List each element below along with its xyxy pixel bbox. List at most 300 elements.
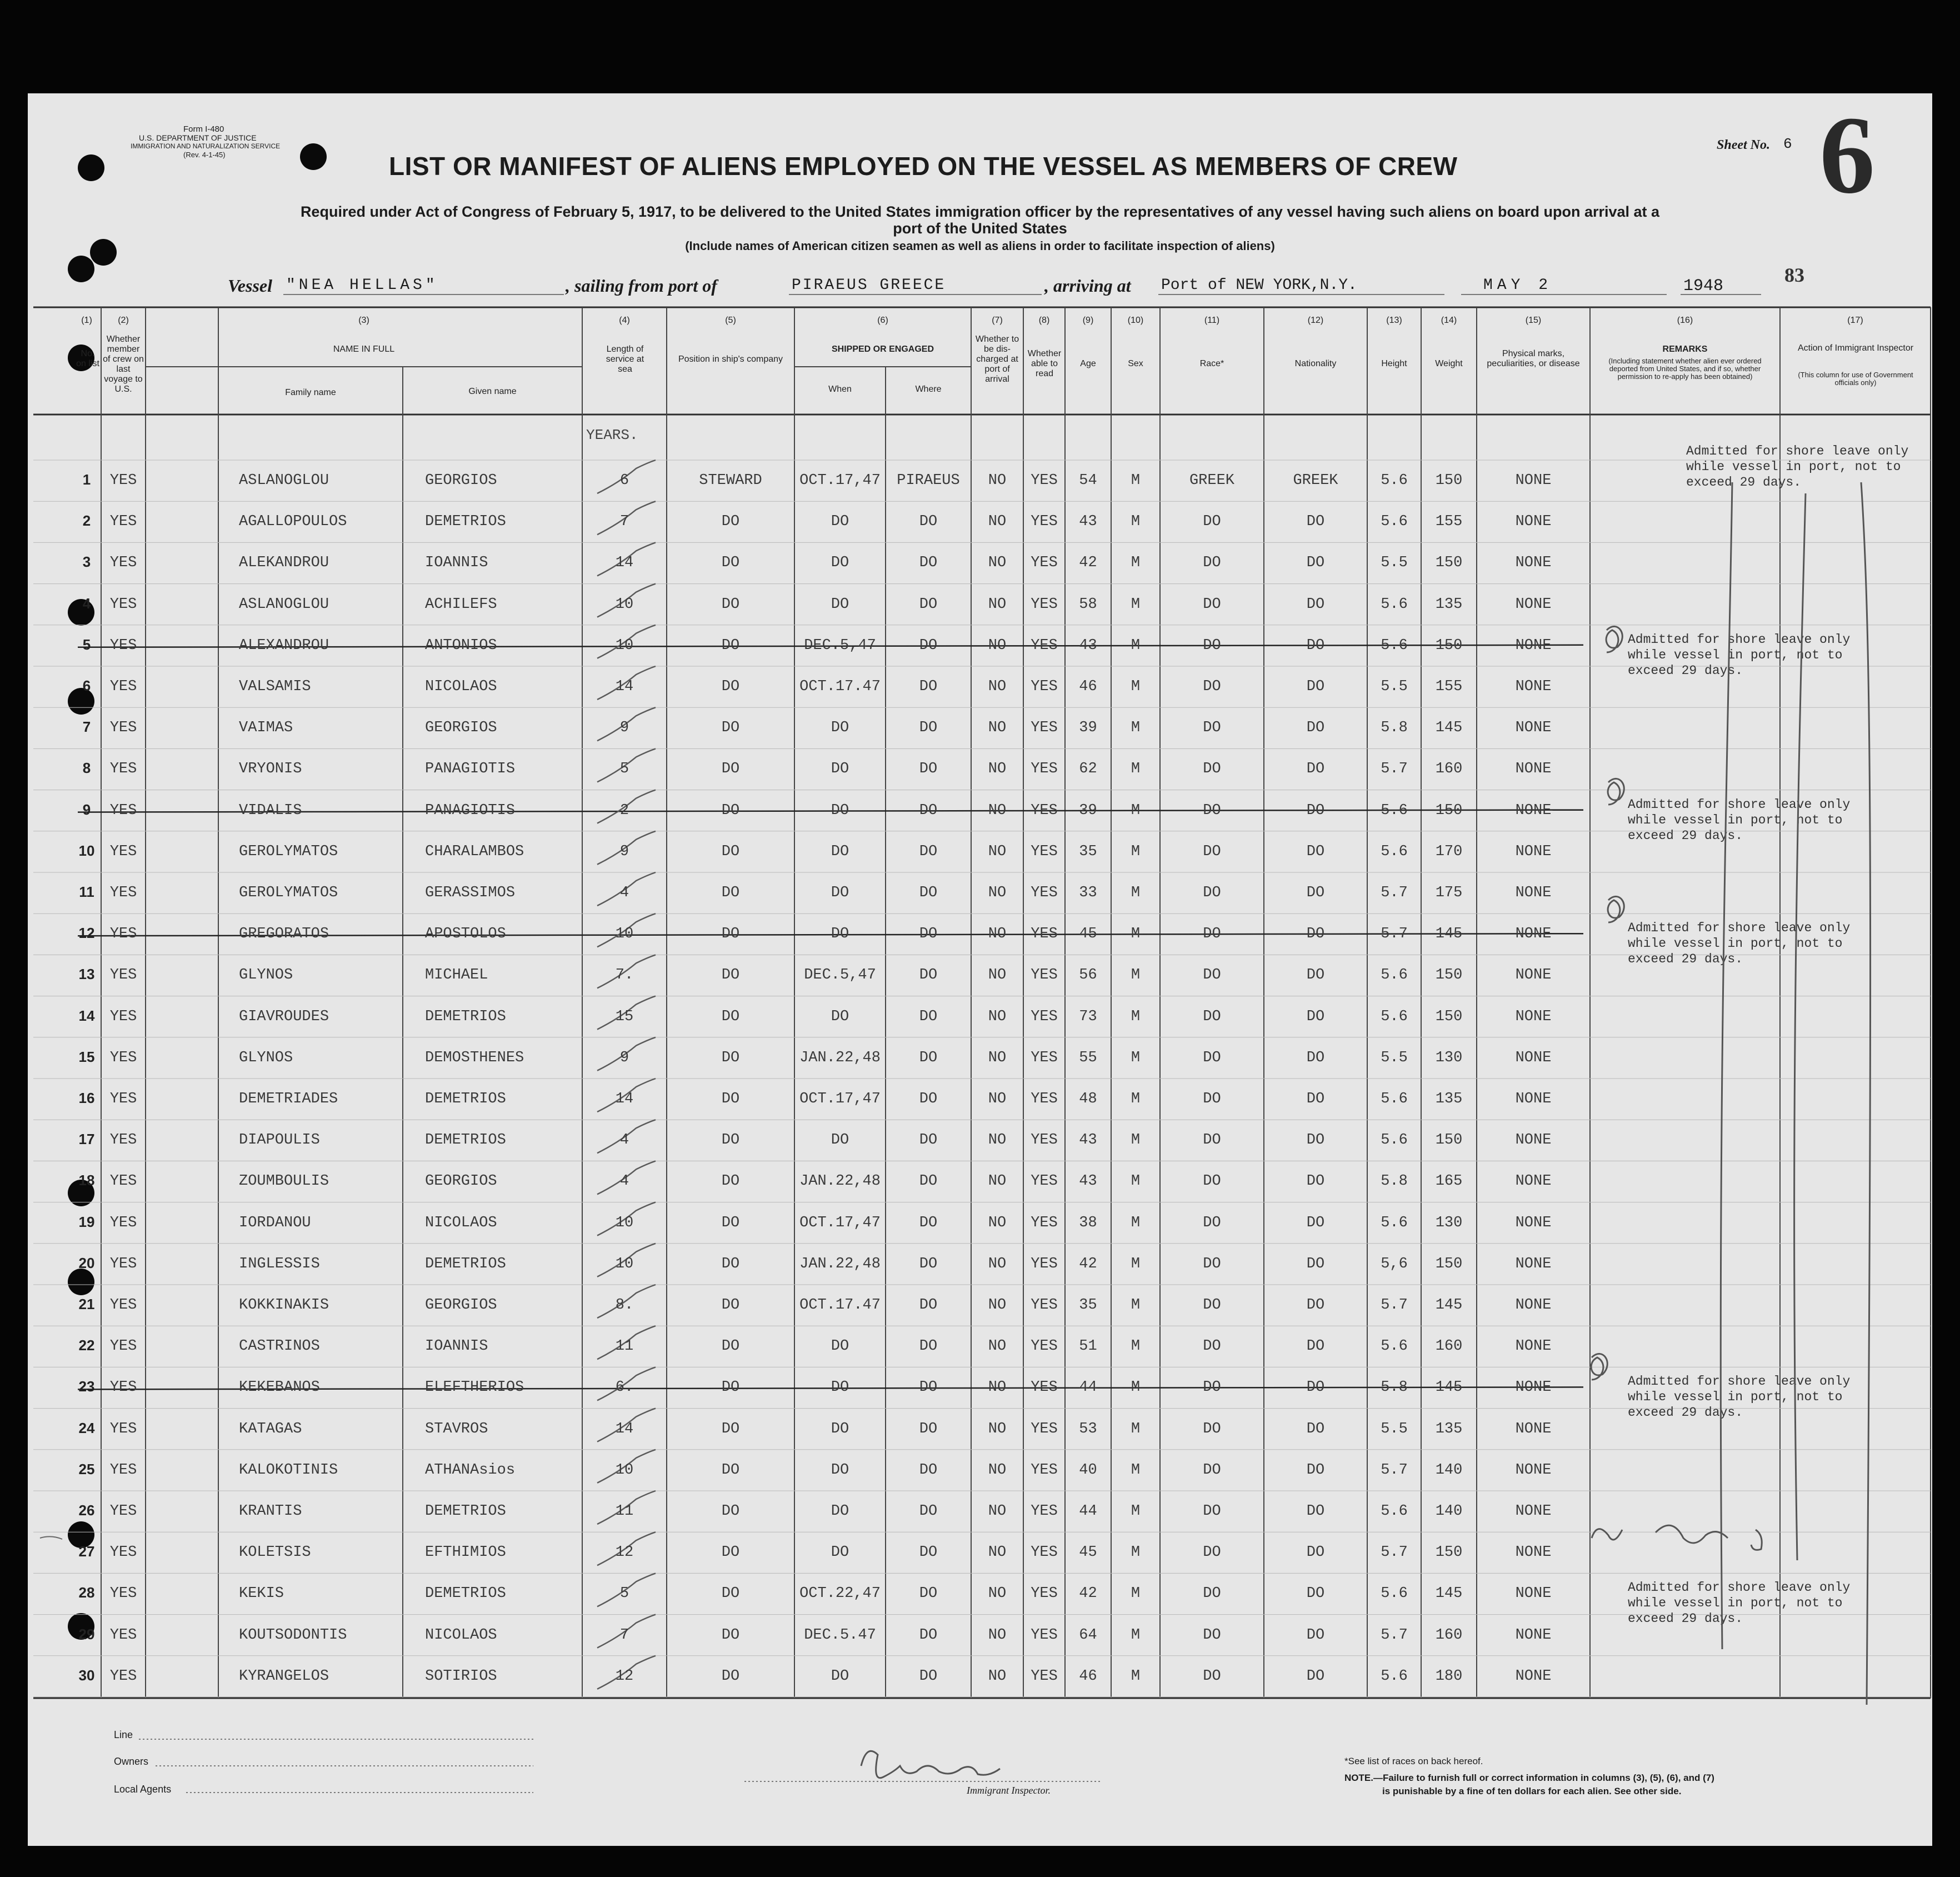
cell-service: 7 (619, 1626, 629, 1644)
cell-weight: 155 (1435, 678, 1463, 695)
row-number: 30 (78, 1666, 95, 1684)
cell-prev: YES (109, 1461, 137, 1479)
cell-family: VALSAMIS (239, 678, 311, 695)
cell-where: DO (919, 1214, 938, 1231)
cell-read: YES (1031, 1297, 1058, 1314)
cell-nationality: GREEK (1293, 472, 1338, 489)
cell-when: DO (831, 843, 849, 860)
remark-text: Admitted for shore leave only while vessel in port, not to exceed 29 days. (1628, 1580, 1851, 1626)
cell-given: DEMETRIOS (425, 1091, 506, 1107)
cell-where: DO (919, 1668, 938, 1685)
cell-discharged: NO (988, 802, 1007, 819)
cell-read: YES (1031, 967, 1058, 984)
cell-position: DO (721, 1379, 740, 1396)
cell-weight: 150 (1435, 1544, 1463, 1561)
footer-note-2: is punishable by a fine of ten dollars for each alien. See other side. (1382, 1786, 1682, 1796)
remark-text: Admitted for shore leave only while vessel in port, not to exceed 29 days. (1628, 632, 1851, 678)
cell-where: DO (919, 637, 938, 654)
cell-sex: M (1131, 802, 1141, 819)
cell-nationality: DO (1306, 1668, 1325, 1685)
row-number: 13 (78, 966, 95, 983)
cell-sex: M (1131, 1503, 1141, 1520)
cell-marks: NONE (1515, 1503, 1552, 1520)
cell-discharged: NO (988, 1420, 1007, 1437)
cell-position: STEWARD (699, 472, 762, 489)
cell-discharged: NO (988, 1585, 1007, 1603)
cell-service: 9 (619, 843, 629, 860)
cell-read: YES (1031, 1338, 1058, 1355)
cell-when: OCT.17,47 (799, 1214, 881, 1231)
cell-service: 4 (619, 1132, 629, 1149)
from-port: PIRAEUS GREECE (792, 277, 946, 294)
cell-given: GEORGIOS (425, 472, 497, 489)
cell-race: DO (1203, 761, 1221, 778)
cell-family: ASLANOGLOU (239, 596, 329, 613)
cell-when: DO (831, 720, 849, 737)
header-race: Race* (1199, 359, 1224, 368)
cell-position: DO (721, 1091, 740, 1107)
cell-height: 5.7 (1381, 1297, 1408, 1314)
cell-service: 15 (615, 1008, 634, 1025)
cell-race: DO (1203, 1214, 1221, 1231)
row-number: 14 (78, 1007, 95, 1024)
cell-nationality: DO (1306, 802, 1325, 819)
cell-sex: M (1131, 1091, 1141, 1107)
cell-position: DO (721, 637, 740, 654)
cell-race: DO (1203, 1008, 1221, 1025)
cell-when: DO (831, 1420, 849, 1437)
cell-family: CASTRINOS (239, 1338, 320, 1355)
cell-race: DO (1203, 1626, 1221, 1644)
cell-marks: NONE (1515, 885, 1552, 901)
cell-height: 5.6 (1381, 1091, 1408, 1107)
cell-weight: 135 (1435, 1420, 1463, 1437)
cell-race: DO (1203, 555, 1221, 572)
cell-discharged: NO (988, 513, 1007, 531)
arrival-date: MAY 2 (1483, 277, 1553, 294)
cell-marks: NONE (1515, 1420, 1552, 1437)
cell-position: DO (721, 1544, 740, 1561)
cell-height: 5.6 (1381, 596, 1408, 613)
header-age: Age (1080, 359, 1096, 368)
row-number: 7 (82, 718, 91, 736)
cell-discharged: NO (988, 1255, 1007, 1272)
cell-nationality: DO (1306, 843, 1325, 860)
cell-read: YES (1031, 1379, 1058, 1396)
remark-text: Admitted for shore leave only while vessel in port, not to exceed 29 days. (1628, 1374, 1851, 1420)
cell-race: DO (1203, 1668, 1221, 1685)
cell-race: DO (1203, 1503, 1221, 1520)
cell-marks: NONE (1515, 1626, 1552, 1644)
cell-position: DO (721, 1132, 740, 1149)
cell-sex: M (1131, 1132, 1141, 1149)
remark-text: Admitted for shore leave only while vessel in port, not to exceed 29 days. (1628, 921, 1851, 967)
cell-read: YES (1031, 513, 1058, 531)
col-number: (13) (1386, 316, 1402, 325)
cell-service: 4 (619, 885, 629, 901)
remark-text: Admitted for shore leave only while vessel in port, not to exceed 29 days. (1628, 797, 1851, 843)
cell-where: DO (919, 1544, 938, 1561)
header-nationality: Nationality (1294, 359, 1337, 368)
col-number: (15) (1525, 316, 1542, 325)
cell-discharged: NO (988, 967, 1007, 984)
cell-where: DO (919, 513, 938, 531)
cell-age: 43 (1079, 513, 1097, 531)
cell-height: 5.8 (1381, 1173, 1408, 1190)
cell-height: 5.8 (1381, 1379, 1408, 1396)
cell-height: 5.6 (1381, 1132, 1408, 1149)
cell-nationality: DO (1306, 678, 1325, 695)
cell-discharged: NO (988, 1049, 1007, 1066)
cell-given: GEORGIOS (425, 720, 497, 737)
header-prev-voyage: Whether member of crew on last voyage to U.S. (103, 335, 144, 394)
cell-race: DO (1203, 1585, 1221, 1603)
cell-given: DEMETRIOS (425, 1008, 506, 1025)
vessel-name: "NEA HELLAS" (286, 277, 438, 294)
cell-sex: M (1131, 1668, 1141, 1685)
cell-nationality: DO (1306, 1544, 1325, 1561)
cell-service: 12 (615, 1668, 634, 1685)
cell-weight: 170 (1435, 843, 1463, 860)
cell-service: 11 (615, 1503, 634, 1520)
cell-read: YES (1031, 1008, 1058, 1025)
cell-given: PANAGIOTIS (425, 802, 516, 819)
cell-sex: M (1131, 1626, 1141, 1644)
cell-race: DO (1203, 1255, 1221, 1272)
cell-height: 5.6 (1381, 1668, 1408, 1685)
header-length-of-service: Length of service at sea (606, 345, 644, 374)
cell-service: 10 (615, 596, 634, 613)
cell-nationality: DO (1306, 720, 1325, 737)
cell-when: JAN.22,48 (799, 1255, 881, 1272)
cell-nationality: DO (1306, 1503, 1325, 1520)
cell-marks: NONE (1515, 513, 1552, 531)
cell-family: ALEXANDROU (239, 637, 329, 654)
cell-read: YES (1031, 1420, 1058, 1437)
header-remarks-note: (Including statement whether alien ever ordered deported from United States, and if so, whether permission to re-apply has been obtained) (1608, 357, 1762, 381)
form-service: IMMIGRATION AND NATURALIZATION SERVICE (131, 142, 281, 150)
row-number: 21 (78, 1296, 95, 1312)
cell-weight: 140 (1435, 1461, 1463, 1479)
cell-position: DO (721, 1173, 740, 1190)
cell-sex: M (1131, 1585, 1141, 1603)
cell-given: DEMETRIOS (425, 513, 506, 531)
arrival-port: Port of NEW YORK,N.Y. (1161, 277, 1357, 294)
cell-height: 5.6 (1381, 1585, 1408, 1603)
cell-height: 5.5 (1381, 555, 1408, 572)
cell-given: CHARALAMBOS (425, 843, 524, 860)
cell-prev: YES (109, 885, 137, 901)
cell-height: 5.5 (1381, 678, 1408, 695)
cell-weight: 130 (1435, 1049, 1463, 1066)
cell-family: VIDALIS (239, 802, 302, 819)
row-number: 19 (78, 1213, 95, 1230)
cell-family: KOUTSODONTIS (239, 1626, 347, 1644)
row-number: 17 (78, 1131, 95, 1148)
col-number: (14) (1441, 316, 1457, 325)
cell-prev: YES (109, 1008, 137, 1025)
cell-age: 56 (1079, 967, 1097, 984)
cell-race: DO (1203, 1338, 1221, 1355)
cell-read: YES (1031, 1585, 1058, 1603)
cell-discharged: NO (988, 1379, 1007, 1396)
header-name-in-full: NAME IN FULL (333, 345, 395, 354)
cell-read: YES (1031, 926, 1058, 943)
cell-when: DO (831, 1338, 849, 1355)
cell-given: ACHILEFS (425, 596, 497, 613)
cell-marks: NONE (1515, 761, 1552, 778)
cell-age: 42 (1079, 1585, 1097, 1603)
cell-position: DO (721, 1503, 740, 1520)
col-number: (2) (118, 316, 129, 325)
cell-discharged: NO (988, 1338, 1007, 1355)
cell-service: 9 (619, 720, 629, 737)
cell-when: OCT.17.47 (799, 1297, 881, 1314)
cell-discharged: NO (988, 472, 1007, 489)
header-inspector-action: Action of Immigrant Inspector (1797, 343, 1914, 353)
cell-height: 5.6 (1381, 513, 1408, 531)
cell-height: 5.8 (1381, 720, 1408, 737)
cell-when: DO (831, 761, 849, 778)
cell-weight: 160 (1435, 1626, 1463, 1644)
cell-age: 44 (1079, 1503, 1097, 1520)
cell-service: 14 (615, 678, 634, 695)
cell-sex: M (1131, 596, 1141, 613)
cell-read: YES (1031, 472, 1058, 489)
cell-prev: YES (109, 1626, 137, 1644)
cell-service: 10 (615, 1255, 634, 1272)
cell-weight: 150 (1435, 1132, 1463, 1149)
cell-age: 44 (1079, 1379, 1097, 1396)
cell-service: 6 (619, 472, 629, 489)
cell-nationality: DO (1306, 1255, 1325, 1272)
col-number: (17) (1847, 316, 1863, 325)
cell-sex: M (1131, 637, 1141, 654)
row-number: 26 (78, 1502, 95, 1519)
cell-age: 58 (1079, 596, 1097, 613)
cell-race: DO (1203, 967, 1221, 984)
cell-position: DO (721, 1585, 740, 1603)
cell-sex: M (1131, 1461, 1141, 1479)
cell-read: YES (1031, 1544, 1058, 1561)
subtitle-text-2: port of the United States (893, 220, 1067, 237)
cell-service: 5 (619, 761, 629, 778)
cell-when: DEC.5.47 (804, 1626, 876, 1644)
cell-prev: YES (109, 1420, 137, 1437)
cell-weight: 150 (1435, 1255, 1463, 1272)
cell-position: DO (721, 1338, 740, 1355)
cell-service: 14 (615, 555, 634, 572)
cell-prev: YES (109, 1214, 137, 1231)
cell-height: 5.7 (1381, 1461, 1408, 1479)
cell-height: 5.7 (1381, 1626, 1408, 1644)
cell-race: DO (1203, 1132, 1221, 1149)
cell-prev: YES (109, 802, 137, 819)
cell-given: DEMETRIOS (425, 1585, 506, 1603)
cell-race: DO (1203, 1544, 1221, 1561)
cell-weight: 150 (1435, 472, 1463, 489)
cell-marks: NONE (1515, 1173, 1552, 1190)
cell-family: ASLANOGLOU (239, 472, 329, 489)
cell-given: DEMETRIOS (425, 1503, 506, 1520)
cell-weight: 150 (1435, 802, 1463, 819)
cell-where: DO (919, 1503, 938, 1520)
cell-age: 45 (1079, 1544, 1097, 1561)
cell-race: DO (1203, 678, 1221, 695)
cell-discharged: NO (988, 926, 1007, 943)
cell-race: DO (1203, 720, 1221, 737)
footer-note-1: NOTE.—Failure to furnish full or correct information in columns (3), (5), (6), and (7) (1344, 1773, 1714, 1783)
cell-service: 10 (615, 926, 634, 943)
cell-position: DO (721, 967, 740, 984)
cell-where: DO (919, 596, 938, 613)
cell-marks: NONE (1515, 596, 1552, 613)
cell-where: DO (919, 1461, 938, 1479)
cell-family: KRANTIS (239, 1503, 302, 1520)
page-title: LIST OR MANIFEST OF ALIENS EMPLOYED ON THE VESSEL AS MEMBERS OF CREW (389, 152, 1458, 181)
cell-read: YES (1031, 1461, 1058, 1479)
cell-race: DO (1203, 1049, 1221, 1066)
cell-weight: 150 (1435, 637, 1463, 654)
cell-nationality: DO (1306, 967, 1325, 984)
row-number: 12 (78, 925, 95, 942)
cell-age: 43 (1079, 1132, 1097, 1149)
cell-age: 62 (1079, 761, 1097, 778)
cell-where: PIRAEUS (897, 472, 960, 489)
header-family-name: Family name (285, 388, 336, 397)
cell-sex: M (1131, 1173, 1141, 1190)
cell-prev: YES (109, 1379, 137, 1396)
cell-where: DO (919, 885, 938, 901)
cell-weight: 130 (1435, 1214, 1463, 1231)
cell-prev: YES (109, 1173, 137, 1190)
cell-read: YES (1031, 720, 1058, 737)
cell-family: KOKKINAKIS (239, 1297, 329, 1314)
cell-when: DO (831, 513, 849, 531)
cell-family: GEROLYMATOS (239, 885, 338, 901)
cell-service: 6. (615, 1379, 634, 1396)
cell-given: IOANNIS (425, 555, 488, 572)
cell-family: KEKIS (239, 1585, 284, 1603)
cell-read: YES (1031, 843, 1058, 860)
cell-race: DO (1203, 596, 1221, 613)
cell-discharged: NO (988, 678, 1007, 695)
cell-nationality: DO (1306, 1585, 1325, 1603)
cell-nationality: DO (1306, 1214, 1325, 1231)
sheet-big-number: 6 (1819, 94, 1875, 217)
cell-discharged: NO (988, 1214, 1007, 1231)
col-number: (9) (1082, 316, 1094, 325)
footer-owners-label: Owners (114, 1756, 149, 1767)
cell-prev: YES (109, 926, 137, 943)
cell-nationality: DO (1306, 1173, 1325, 1190)
cell-sex: M (1131, 885, 1141, 901)
cell-family: KEKEBANOS (239, 1379, 320, 1396)
cell-position: DO (721, 596, 740, 613)
cell-sex: M (1131, 1379, 1141, 1396)
footer-dotted-lines (28, 93, 1932, 1846)
cell-discharged: NO (988, 1132, 1007, 1149)
cell-prev: YES (109, 720, 137, 737)
cell-age: 39 (1079, 720, 1097, 737)
cell-discharged: NO (988, 1461, 1007, 1479)
cell-where: DO (919, 1132, 938, 1149)
cell-given: NICOLAOS (425, 678, 497, 695)
cell-age: 43 (1079, 1173, 1097, 1190)
cell-when: JAN.22,48 (799, 1049, 881, 1066)
cell-position: DO (721, 555, 740, 572)
cell-race: DO (1203, 1091, 1221, 1107)
cell-race: DO (1203, 802, 1221, 819)
cell-nationality: DO (1306, 596, 1325, 613)
header-remarks: REMARKS (1662, 345, 1708, 354)
cell-marks: NONE (1515, 1585, 1552, 1603)
row-number: 28 (78, 1584, 95, 1601)
cell-read: YES (1031, 1049, 1058, 1066)
cell-prev: YES (109, 513, 137, 531)
cell-weight: 150 (1435, 967, 1463, 984)
cell-prev: YES (109, 637, 137, 654)
cell-given: STAVROS (425, 1420, 488, 1437)
cell-height: 5.6 (1381, 637, 1408, 654)
cell-where: DO (919, 926, 938, 943)
cell-service: 10 (615, 1461, 634, 1479)
cell-sex: M (1131, 967, 1141, 984)
header-height: Height (1381, 359, 1407, 368)
cell-marks: NONE (1515, 802, 1552, 819)
cell-marks: NONE (1515, 967, 1552, 984)
cell-where: DO (919, 720, 938, 737)
header-where: Where (915, 385, 942, 394)
cell-discharged: NO (988, 555, 1007, 572)
cell-discharged: NO (988, 1008, 1007, 1025)
cell-nationality: DO (1306, 926, 1325, 943)
cell-position: DO (721, 1297, 740, 1314)
cell-family: GLYNOS (239, 1049, 293, 1066)
cell-age: 48 (1079, 1091, 1097, 1107)
cell-prev: YES (109, 761, 137, 778)
cell-read: YES (1031, 1503, 1058, 1520)
cell-age: 40 (1079, 1461, 1097, 1479)
cell-height: 5,6 (1381, 1255, 1408, 1272)
cell-service: 9 (619, 1049, 629, 1066)
cell-height: 5.6 (1381, 1008, 1408, 1025)
row-number: 6 (82, 677, 91, 694)
cell-when: DO (831, 885, 849, 901)
cell-discharged: NO (988, 1544, 1007, 1561)
cell-age: 43 (1079, 637, 1097, 654)
cell-age: 33 (1079, 885, 1097, 901)
cell-weight: 180 (1435, 1668, 1463, 1685)
cell-given: NICOLAOS (425, 1214, 497, 1231)
cell-family: VRYONIS (239, 761, 302, 778)
cell-weight: 145 (1435, 1297, 1463, 1314)
cell-prev: YES (109, 555, 137, 572)
cell-marks: NONE (1515, 472, 1552, 489)
cell-family: KALOKOTINIS (239, 1461, 338, 1479)
cell-where: DO (919, 967, 938, 984)
row-number: 18 (78, 1172, 95, 1189)
cell-weight: 175 (1435, 885, 1463, 901)
cell-height: 5.6 (1381, 1214, 1408, 1231)
row-number: 1 (82, 471, 91, 488)
cell-discharged: NO (988, 720, 1007, 737)
row-number: 27 (78, 1543, 95, 1560)
cell-read: YES (1031, 802, 1058, 819)
cell-age: 35 (1079, 1297, 1097, 1314)
row-number: 29 (78, 1625, 95, 1643)
cell-prev: YES (109, 1503, 137, 1520)
